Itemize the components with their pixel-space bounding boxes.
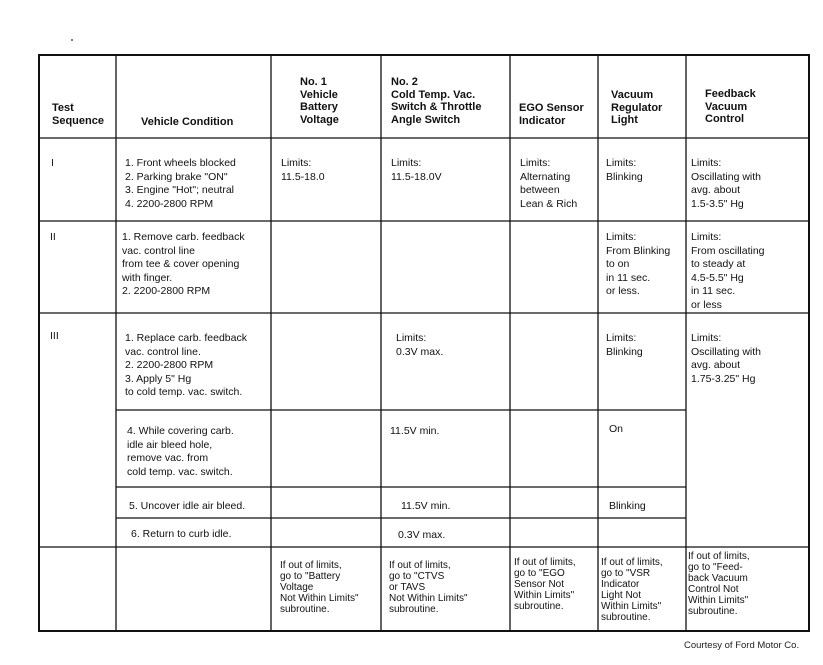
seq3-step1-condition: 1. Replace carb. feedback vac. control line. 2. 2200-2800 RPM 3. Apply 5" Hg to cold temp. vac. switch.	[125, 332, 247, 398]
header-feedback-vacuum: Feedback Vacuum Control	[705, 88, 756, 125]
seq3-step1-vacuum-light: Limits: Blinking	[606, 332, 643, 358]
footer-feedback: If out of limits, go to "Feed- back Vacuum Control Not Within Limits" subroutine.	[688, 551, 750, 617]
seq3-step4-condition: 4. While covering carb. idle air bleed hole, remove vac. from cold temp. vac. switch.	[127, 425, 234, 478]
seq3-step1-cold-temp: Limits: 0.3V max.	[396, 332, 444, 358]
header-vacuum-regulator: Vacuum Regulator Light	[611, 89, 663, 126]
seq3-step4-vacuum-light: On	[609, 423, 624, 435]
seq3-step5-cold-temp: 11.5V min.	[401, 500, 451, 512]
seq3-step5-vacuum-light: Blinking	[609, 500, 646, 512]
seq1-battery: Limits: 11.5-18.0	[281, 157, 325, 183]
seq1-cold-temp: Limits: 11.5-18.0V	[391, 157, 442, 183]
seq3-number: III	[50, 330, 59, 342]
seq2-feedback: Limits: From oscillating to steady at 4.5-5.5" Hg in 11 sec. or less	[691, 231, 765, 311]
seq2-vacuum-light: Limits: From Blinking to on in 11 sec. or less.	[606, 231, 671, 297]
credit-line: Courtesy of Ford Motor Co.	[684, 640, 800, 651]
seq3-step6-condition: 6. Return to curb idle.	[131, 528, 232, 540]
seq3-step6-cold-temp: 0.3V max.	[398, 529, 446, 541]
header-test-sequence: Test Sequence	[52, 102, 104, 127]
seq1-feedback: Limits: Oscillating with avg. about 1.5-3.5" Hg	[691, 157, 762, 210]
seq1-ego: Limits: Alternating between Lean & Rich	[520, 157, 578, 210]
footer-cold-temp: If out of limits, go to "CTVS or TAVS Not Within Limits" subroutine.	[389, 560, 468, 615]
header-cold-temp-switch: No. 2 Cold Temp. Vac. Switch & Throttle Angle Switch	[391, 76, 482, 126]
seq2-number: II	[50, 231, 56, 243]
seq3-feedback: Limits: Oscillating with avg. about 1.75-3.25" Hg	[691, 332, 762, 385]
header-vehicle-condition: Vehicle Condition	[141, 116, 234, 128]
seq3-step5-condition: 5. Uncover idle air bleed.	[129, 500, 246, 512]
seq3-step4-cold-temp: 11.5V min.	[390, 425, 440, 437]
footer-vacuum-light: If out of limits, go to "VSR Indicator Light Not Within Limits" subroutine.	[601, 557, 663, 623]
header-battery-voltage: No. 1 Vehicle Battery Voltage	[300, 76, 339, 126]
header-ego-sensor: EGO Sensor Indicator	[519, 102, 584, 127]
footer-battery: If out of limits, go to "Battery Voltage Not Within Limits" subroutine.	[280, 560, 359, 615]
seq1-number: I	[51, 157, 54, 169]
seq1-vacuum-light: Limits: Blinking	[606, 157, 643, 183]
seq2-condition: 1. Remove carb. feedback vac. control line from tee & cover opening with finger. 2. 2200-2800 RPM	[122, 231, 245, 297]
seq1-condition: 1. Front wheels blocked 2. Parking brake "ON" 3. Engine "Hot"; neutral 4. 2200-2800 RPM	[125, 157, 236, 210]
footer-ego: If out of limits, go to "EGO Sensor Not Within Limits" subroutine.	[514, 557, 576, 612]
